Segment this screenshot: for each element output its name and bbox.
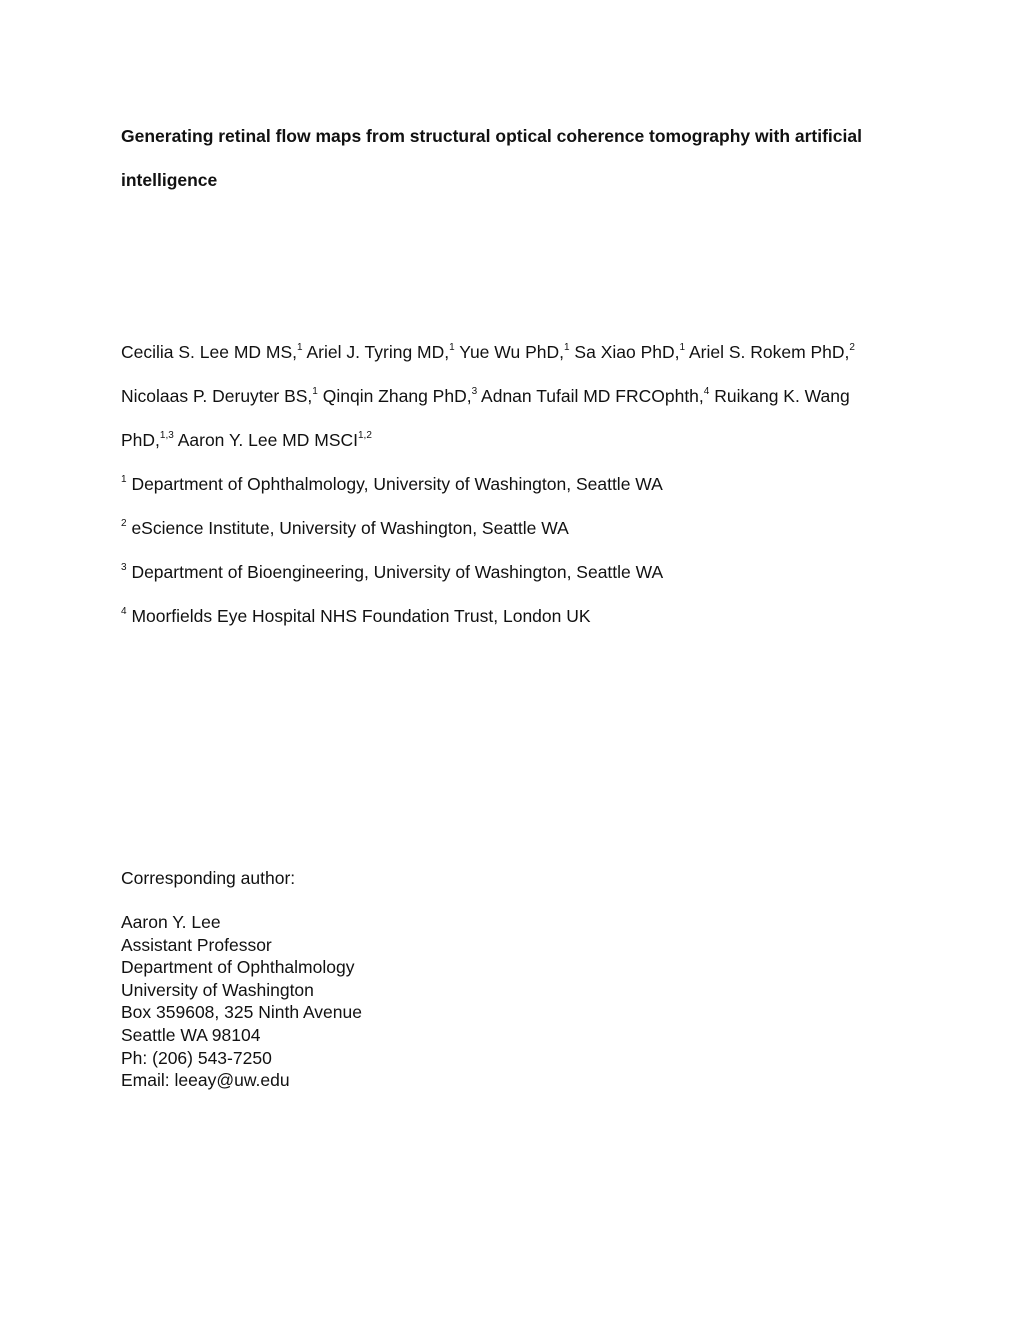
author (121, 342, 303, 362)
contact-phone: Ph: (206) 543-7250 (121, 1047, 272, 1068)
contact-email[interactable]: Email: leeay@uw.edu (121, 1070, 290, 1091)
author-affiliation-mark: 1 (563, 342, 570, 353)
contact-address: Box 359608, 325 Ninth Avenue (121, 1002, 362, 1023)
affiliation-number: 2 (121, 518, 127, 529)
author-list (121, 330, 911, 462)
author-name: Ariel S. Rokem PhD, (688, 342, 850, 362)
affiliation (121, 594, 911, 638)
affiliation (121, 506, 911, 550)
affiliation (121, 462, 911, 506)
author (178, 430, 372, 450)
author-name: Sa Xiao PhD, (574, 342, 680, 362)
affiliation-list (121, 462, 911, 638)
author-name: Nicolaas P. Deruyter BS, (121, 386, 313, 406)
affiliation-number: 3 (121, 562, 127, 573)
author-name: Aaron Y. Lee MD MSCI (177, 430, 358, 450)
affiliation-text: eScience Institute, University of Washington, Seattle WA (131, 518, 569, 538)
author-name-split: Ruikang K. Wang PhD, (121, 386, 850, 450)
author-name: Adnan Tufail MD FRCOphth, (481, 386, 704, 406)
contact-department: Department of Ophthalmology (121, 957, 355, 978)
author-affiliation-mark: 2 (849, 342, 855, 353)
author-affiliation-mark: 3 (471, 386, 478, 397)
author-affiliation-mark: 1 (449, 342, 455, 353)
affiliation-number: 1 (121, 474, 127, 485)
author-affiliation-mark: 1 (679, 342, 686, 353)
paper-title: Generating retinal flow maps from structural optical coherence tomography with artificial intelligence (121, 126, 862, 190)
author (574, 342, 685, 362)
author (121, 386, 318, 406)
contact-city: Seattle WA 98104 (121, 1024, 261, 1045)
affiliation (121, 550, 911, 594)
author-affiliation-mark: 4 (703, 386, 710, 397)
affiliation-text: Moorfields Eye Hospital NHS Foundation Trust, London UK (131, 606, 591, 626)
author-name: Qinqin Zhang PhD, (322, 386, 472, 406)
author (323, 386, 477, 406)
affiliation-text: Department of Bioengineering, University of Washington, Seattle WA (131, 562, 664, 582)
author (307, 342, 455, 362)
affiliation-number: 4 (121, 606, 127, 617)
contact-position: Assistant Professor (121, 934, 272, 955)
contact-institution: University of Washington (121, 979, 314, 1000)
corresponding-author-heading: Corresponding author: (121, 868, 296, 888)
author-name: Cecilia S. Lee MD MS, (121, 342, 298, 362)
author-affiliation-mark: 1 (297, 342, 303, 353)
author-affiliation-mark: 1,3 (159, 430, 174, 441)
author (481, 386, 709, 406)
author (689, 342, 855, 362)
author-affiliation-mark: 1,2 (358, 430, 372, 441)
corresponding-author-contact (121, 911, 362, 1092)
author-name: Yue Wu PhD, (459, 342, 564, 362)
affiliation-text: Department of Ophthalmology, University of Washington, Seattle WA (131, 474, 663, 494)
author-affiliation-mark: 1 (312, 386, 318, 397)
author-name: Ariel J. Tyring MD, (306, 342, 450, 362)
contact-name: Aaron Y. Lee (121, 912, 221, 932)
author (459, 342, 569, 362)
